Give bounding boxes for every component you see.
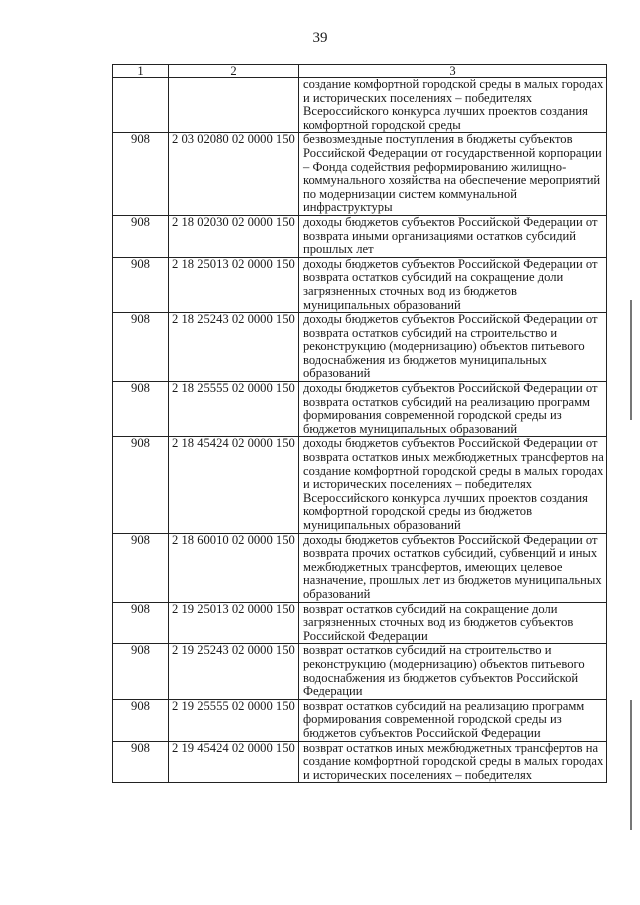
page-number: 39: [312, 30, 328, 46]
budget-code-cell: 2 18 25013 02 0000 150: [169, 257, 299, 312]
table-row: [113, 741, 607, 783]
admin-code-cell: 908: [113, 215, 169, 257]
revenue-name-cell: возврат остатков субсидий на реализацию программ формирования современной городской среды из бюджетов субъектов Российской Федерации: [299, 699, 607, 741]
budget-code-cell: 2 19 25555 02 0000 150: [169, 699, 299, 741]
table-row: [113, 313, 607, 382]
table-row: [113, 533, 607, 602]
admin-code-cell: 908: [113, 437, 169, 533]
table-row: [113, 215, 607, 257]
scan-edge-mark: [630, 700, 632, 830]
budget-code-cell: 2 18 02030 02 0000 150: [169, 215, 299, 257]
admin-code-cell: 908: [113, 602, 169, 644]
budget-code-cell: 2 18 25243 02 0000 150: [169, 313, 299, 382]
column-header-1: 1: [113, 65, 169, 78]
revenue-name-cell: доходы бюджетов субъектов Российской Федерации от возврата остатков иных межбюджетных трансфертов на создание комфортной городской среды в малых городах и исторических поселениях – победителях Всероссийского конкурса лучших проектов создания комфортной городской среды из бюджетов муниципальных образований: [299, 437, 607, 533]
admin-code-cell: [113, 78, 169, 133]
revenue-name-cell: возврат остатков субсидий на сокращение доли загрязненных сточных вод из бюджетов субъектов Российской Федерации: [299, 602, 607, 644]
admin-code-cell: 908: [113, 699, 169, 741]
budget-code-cell: 2 18 25555 02 0000 150: [169, 382, 299, 437]
revenue-name-cell: доходы бюджетов субъектов Российской Федерации от возврата остатков субсидий на строительство и реконструкцию (модернизацию) объектов питьевого водоснабжения из бюджетов муниципальных образований: [299, 313, 607, 382]
table-row: [113, 257, 607, 312]
budget-code-cell: 2 19 25243 02 0000 150: [169, 644, 299, 699]
revenue-name-cell: создание комфортной городской среды в малых городах и исторических поселениях – победителях Всероссийского конкурса лучших проектов создания комфортной городской среды: [299, 78, 607, 133]
revenue-name-cell: доходы бюджетов субъектов Российской Федерации от возврата прочих остатков субсидий, субвенций и иных межбюджетных трансфертов, имеющих целевое назначение, прошлых лет из бюджетов муниципальных образований: [299, 533, 607, 602]
admin-code-cell: 908: [113, 382, 169, 437]
scan-edge-mark: [630, 300, 632, 420]
admin-code-cell: 908: [113, 313, 169, 382]
admin-code-cell: 908: [113, 741, 169, 783]
revenue-codes-table: [112, 64, 607, 783]
table-row: [113, 133, 607, 216]
table-row: [113, 602, 607, 644]
column-header-2: 2: [169, 65, 299, 78]
revenue-name-cell: доходы бюджетов субъектов Российской Федерации от возврата остатков субсидий на сокращение доли загрязненных сточных вод из бюджетов муниципальных образований: [299, 257, 607, 312]
table-row: [113, 78, 607, 133]
table-row: [113, 644, 607, 699]
admin-code-cell: 908: [113, 133, 169, 216]
table-row: [113, 437, 607, 533]
table-row: [113, 382, 607, 437]
budget-code-cell: 2 18 45424 02 0000 150: [169, 437, 299, 533]
budget-code-cell: 2 19 25013 02 0000 150: [169, 602, 299, 644]
revenue-name-cell: безвозмездные поступления в бюджеты субъектов Российской Федерации от государственной корпорации – Фонда содействия реформированию жилищно-коммунального хозяйства на обеспечение мероприятий по модернизации систем коммунальной инфраструктуры: [299, 133, 607, 216]
budget-code-cell: 2 18 60010 02 0000 150: [169, 533, 299, 602]
budget-code-cell: [169, 78, 299, 133]
admin-code-cell: 908: [113, 533, 169, 602]
table-row: [113, 699, 607, 741]
admin-code-cell: 908: [113, 257, 169, 312]
revenue-name-cell: возврат остатков субсидий на строительство и реконструкцию (модернизацию) объектов питьевого водоснабжения из бюджетов субъектов Российской Федерации: [299, 644, 607, 699]
admin-code-cell: 908: [113, 644, 169, 699]
column-header-3: 3: [299, 65, 607, 78]
table-header-row: [113, 65, 607, 78]
budget-code-cell: 2 03 02080 02 0000 150: [169, 133, 299, 216]
revenue-name-cell: возврат остатков иных межбюджетных трансфертов на создание комфортной городской среды в малых городах и исторических поселениях – победителях: [299, 741, 607, 783]
budget-code-cell: 2 19 45424 02 0000 150: [169, 741, 299, 783]
revenue-name-cell: доходы бюджетов субъектов Российской Федерации от возврата остатков субсидий на реализацию программ формирования современной городской среды из бюджетов муниципальных образований: [299, 382, 607, 437]
table-body: [113, 78, 607, 783]
revenue-name-cell: доходы бюджетов субъектов Российской Федерации от возврата иными организациями остатков субсидий прошлых лет: [299, 215, 607, 257]
